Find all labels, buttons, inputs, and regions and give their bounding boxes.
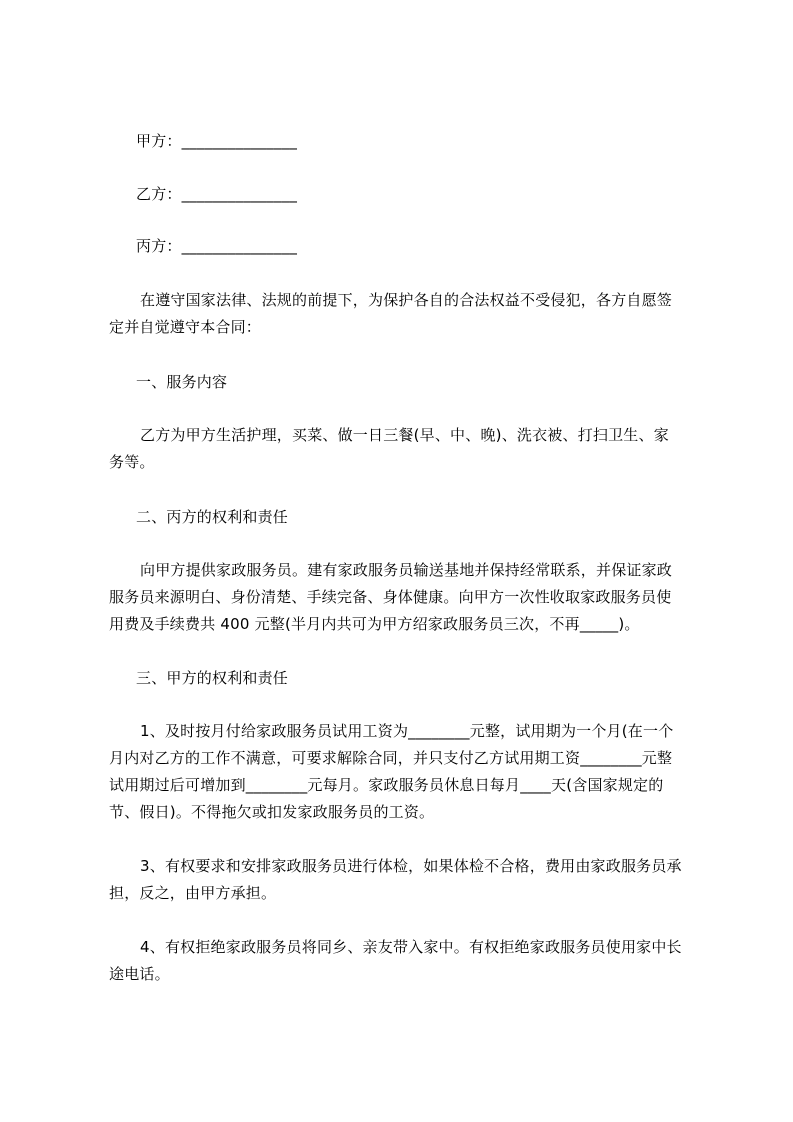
- section-2-text-line-2: 服务员来源明白、身份清楚、手续完备、身体健康。向甲方一次性收取家政服务员使: [109, 588, 672, 606]
- clause-4-line-2: 途电话。: [109, 965, 170, 983]
- preamble-text-line-1: 在遵守国家法律、法规的前提下，为保护各自的合法权益不受侵犯，各方自愿签: [140, 291, 673, 309]
- clause-3-line-2: 担，反之，由甲方承担。: [109, 884, 277, 902]
- section-3-heading: 三、甲方的权利和责任: [136, 669, 289, 687]
- party-b-line: 乙方：_______________: [136, 185, 298, 203]
- section-2-heading: 二、丙方的权利和责任: [136, 508, 289, 526]
- clause-1-line-1: 1、及时按月付给家政服务员试用工资为________元整，试用期为一个月(在一个: [140, 722, 674, 740]
- section-1-text-line-1: 乙方为甲方生活护理，买菜、做一日三餐(早、中、晚)、洗衣被、打扫卫生、家: [140, 426, 669, 444]
- section-2-text-line-1: 向甲方提供家政服务员。建有家政服务员输送基地并保持经常联系，并保证家政: [140, 561, 673, 579]
- section-1-heading: 一、服务内容: [136, 373, 228, 391]
- section-2-text-line-3: 用费及手续费共 400 元整(半月内共可为甲方绍家政服务员三次，不再_____)。: [109, 615, 640, 633]
- clause-1-line-2: 月内对乙方的工作不满意，可要求解除合同，并只支付乙方试用期工资________元整: [109, 749, 673, 767]
- clause-3-line-1: 3、有权要求和安排家政服务员进行体检，如果体检不合格，费用由家政服务员承: [140, 857, 682, 875]
- clause-1-line-4: 节、假日)。不得拖欠或扣发家政服务员的工资。: [109, 803, 435, 821]
- clause-1-line-3: 试用期过后可增加到________元每月。家政服务员休息日每月____天(含国家规定的: [109, 776, 664, 794]
- preamble-text-line-2: 定并自觉遵守本合同：: [109, 318, 262, 336]
- party-a-line: 甲方：_______________: [136, 132, 298, 150]
- section-1-text-line-2: 务等。: [109, 453, 155, 471]
- party-c-line: 丙方：_______________: [136, 237, 298, 255]
- clause-4-line-1: 4、有权拒绝家政服务员将同乡、亲友带入家中。有权拒绝家政服务员使用家中长: [140, 938, 682, 956]
